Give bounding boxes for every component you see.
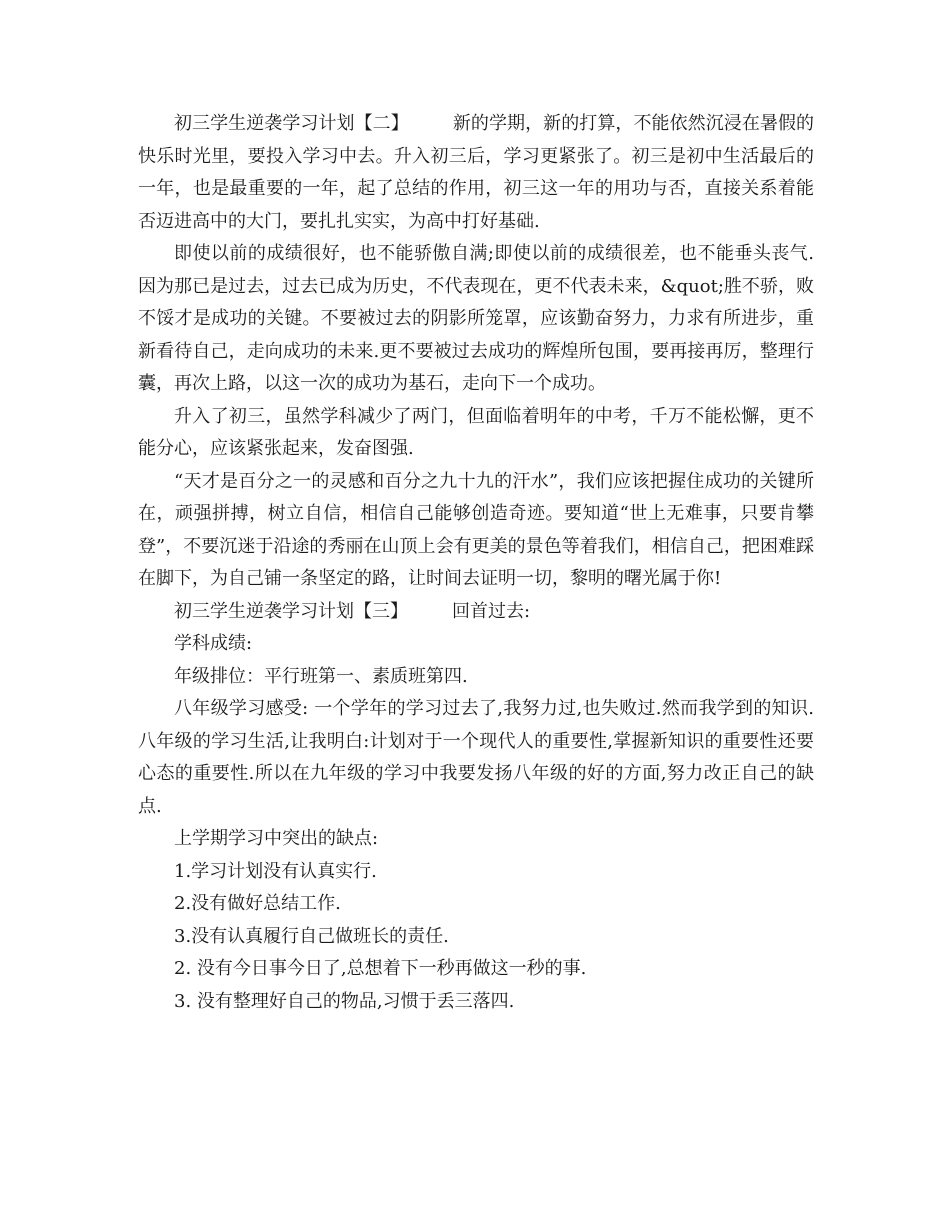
section3-heading: 初三学生逆袭学习计划【三】 — [174, 600, 408, 622]
weakness-list — [138, 856, 814, 1019]
section2-paragraph-3: 升入了初三，虽然学科减少了两门，但面临着明年的中考，千万不能松懈，更不能分心，应该紧张起来，发奋图强. — [138, 405, 814, 459]
document-page — [138, 108, 814, 1018]
weakness-title: 上学期学习中突出的缺点: — [174, 828, 379, 849]
list-item: 3.没有认真履行自己做班长的责任. — [174, 925, 449, 947]
section2-paragraph-4: “天才是百分之一的灵感和百分之九十九的汗水”，我们应该把握住成功的关键所在，顽强拼搏，树立自信，相信自己能够创造奇迹。要知道“世上无难事，只要肯攀登”，不要沉迷于沿途的秀丽在山顶上会有更美的景色等着我们，相信自己，把困难踩在脚下，为自己铺一条坚定的路，让时间去证明一切，黎明的曙光属于你! — [138, 470, 814, 589]
grade-rank-line: 年级排位：平行班第一、素质班第四. — [174, 665, 468, 687]
section2-heading: 初三学生逆袭学习计划【二】 — [174, 113, 409, 134]
section2-first-paragraph — [138, 108, 814, 238]
list-item: 2. 没有今日事今日了,总想着下一秒再做这一秒的事. — [174, 958, 587, 979]
list-item: 3. 没有整理好自己的物品,习惯于丢三落四. — [174, 990, 515, 1012]
section3-first-line — [138, 596, 814, 629]
section2-paragraph-2: 即使以前的成绩很好，也不能骄傲自满;即使以前的成绩很差，也不能垂头丧气.因为那已是过去，过去已成为历史，不代表现在，更不代表未来，&quot;胜不骄，败不馁才是成功的关键。不要被过去的阴影所笼罩，应该勤奋努力，力求有所进步，重新看待自己，走向成功的未来.更不要被过去成功的辉煌所包围，要再接再厉，整理行囊，再次上路，以这一次的成功为基石，走向下一个成功。 — [138, 243, 814, 394]
reflection-paragraph: 八年级学习感受: 一个学年的学习过去了,我努力过,也失败过.然而我学到的知识.八年级的学习生活,让我明白:计划对于一个现代人的重要性,掌握新知识的重要性还要心态的重要性.所以在九年级的学习中我要发扬八年级的好的方面,努力改正自己的缺点. — [138, 698, 814, 817]
section3-intro: 回首过去: — [452, 600, 531, 622]
section2-intro: 新的学期，新的打算，不能依然沉浸在暑假的快乐时光里，要投入学习中去。升入初三后，学习更紧张了。初三是初中生活最后的一年，也是最重要的一年，起了总结的作用，初三这一年的用功与否，直接关系着能否迈进高中的大门，要扎扎实实，为高中打好基础. — [138, 113, 815, 232]
subject-scores-label: 学科成绩: — [174, 633, 253, 654]
list-item: 1.学习计划没有认真实行. — [174, 860, 377, 882]
list-item: 2.没有做好总结工作. — [174, 893, 341, 914]
